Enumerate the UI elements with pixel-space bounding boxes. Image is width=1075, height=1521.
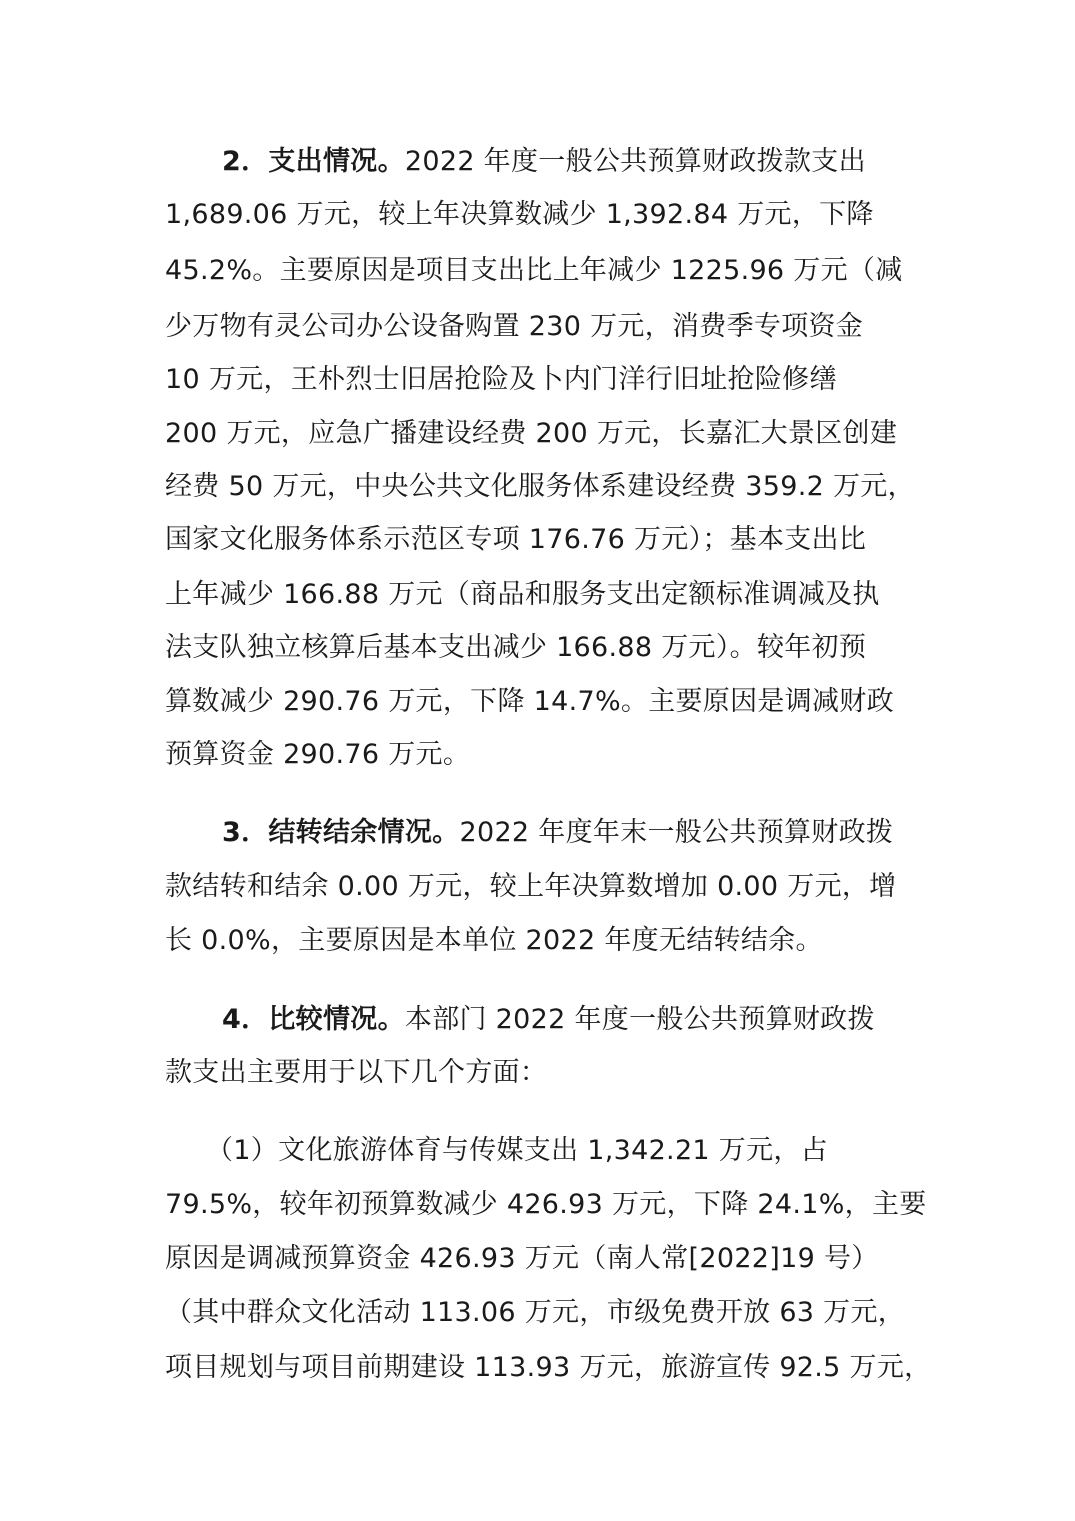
paragraph-expenditure-line-1 — [222, 144, 866, 180]
paragraph-line: 少万物有灵公司办公设备购置 230 万元，消费季专项资金 — [165, 311, 864, 342]
paragraph-line: 项目规划与项目前期建设 113.93 万元，旅游宣传 92.5 万元， — [165, 1352, 932, 1383]
paragraph-line: 1,689.06 万元，较上年决算数减少 1,392.84 万元，下降 — [165, 199, 874, 230]
paragraph-item-1-line-1: （1）文化旅游体育与传媒支出 1,342.21 万元，占 — [206, 1135, 828, 1166]
paragraph-line: 79.5%，较年初预算数减少 426.93 万元，下降 24.1%，主要 — [165, 1189, 927, 1220]
paragraph-line: 原因是调减预算资金 426.93 万元（南人常[2022]19 号） — [165, 1243, 879, 1274]
paragraph-line: 预算资金 290.76 万元。 — [165, 739, 471, 770]
text-span: 2022 年度一般公共预算财政拨款支出 — [404, 146, 866, 177]
text-span: 2022 年度年末一般公共预算财政拨 — [459, 817, 894, 848]
paragraph-comparison-line-1 — [222, 1002, 875, 1038]
paragraph-line: 200 万元，应急广播建设经费 200 万元，长嘉汇大景区创建 — [165, 418, 898, 449]
text-span: 本部门 2022 年度一般公共预算财政拨 — [404, 1004, 875, 1035]
paragraph-line: 款结转和结余 0.00 万元，较上年决算数增加 0.00 万元，增 — [165, 871, 897, 902]
paragraph-line: 算数减少 290.76 万元，下降 14.7%。主要原因是调减财政 — [165, 686, 894, 717]
paragraph-line: 国家文化服务体系示范区专项 176.76 万元）；基本支出比 — [165, 524, 867, 555]
paragraph-line: 45.2%。主要原因是项目支出比上年减少 1225.96 万元（减 — [165, 255, 903, 286]
paragraph-carryover-line-1 — [222, 815, 893, 851]
heading-expenditure: 2．支出情况。 — [222, 146, 405, 177]
paragraph-line: 上年减少 166.88 万元（商品和服务支出定额标准调减及执 — [165, 579, 880, 610]
paragraph-line: 款支出主要用于以下几个方面： — [165, 1057, 548, 1088]
heading-comparison: 4．比较情况。 — [222, 1004, 405, 1035]
paragraph-line: 长 0.0%，主要原因是本单位 2022 年度无结转结余。 — [165, 925, 823, 956]
paragraph-line: 10 万元，王朴烈士旧居抢险及卜内门洋行旧址抢险修缮 — [165, 364, 837, 395]
paragraph-line: 经费 50 万元，中央公共文化服务体系建设经费 359.2 万元， — [165, 471, 915, 502]
paragraph-line: 法支队独立核算后基本支出减少 166.88 万元）。较年初预 — [165, 632, 867, 663]
paragraph-line: （其中群众文化活动 113.06 万元，市级免费开放 63 万元， — [165, 1297, 906, 1328]
heading-carryover: 3．结转结余情况。 — [222, 817, 460, 848]
